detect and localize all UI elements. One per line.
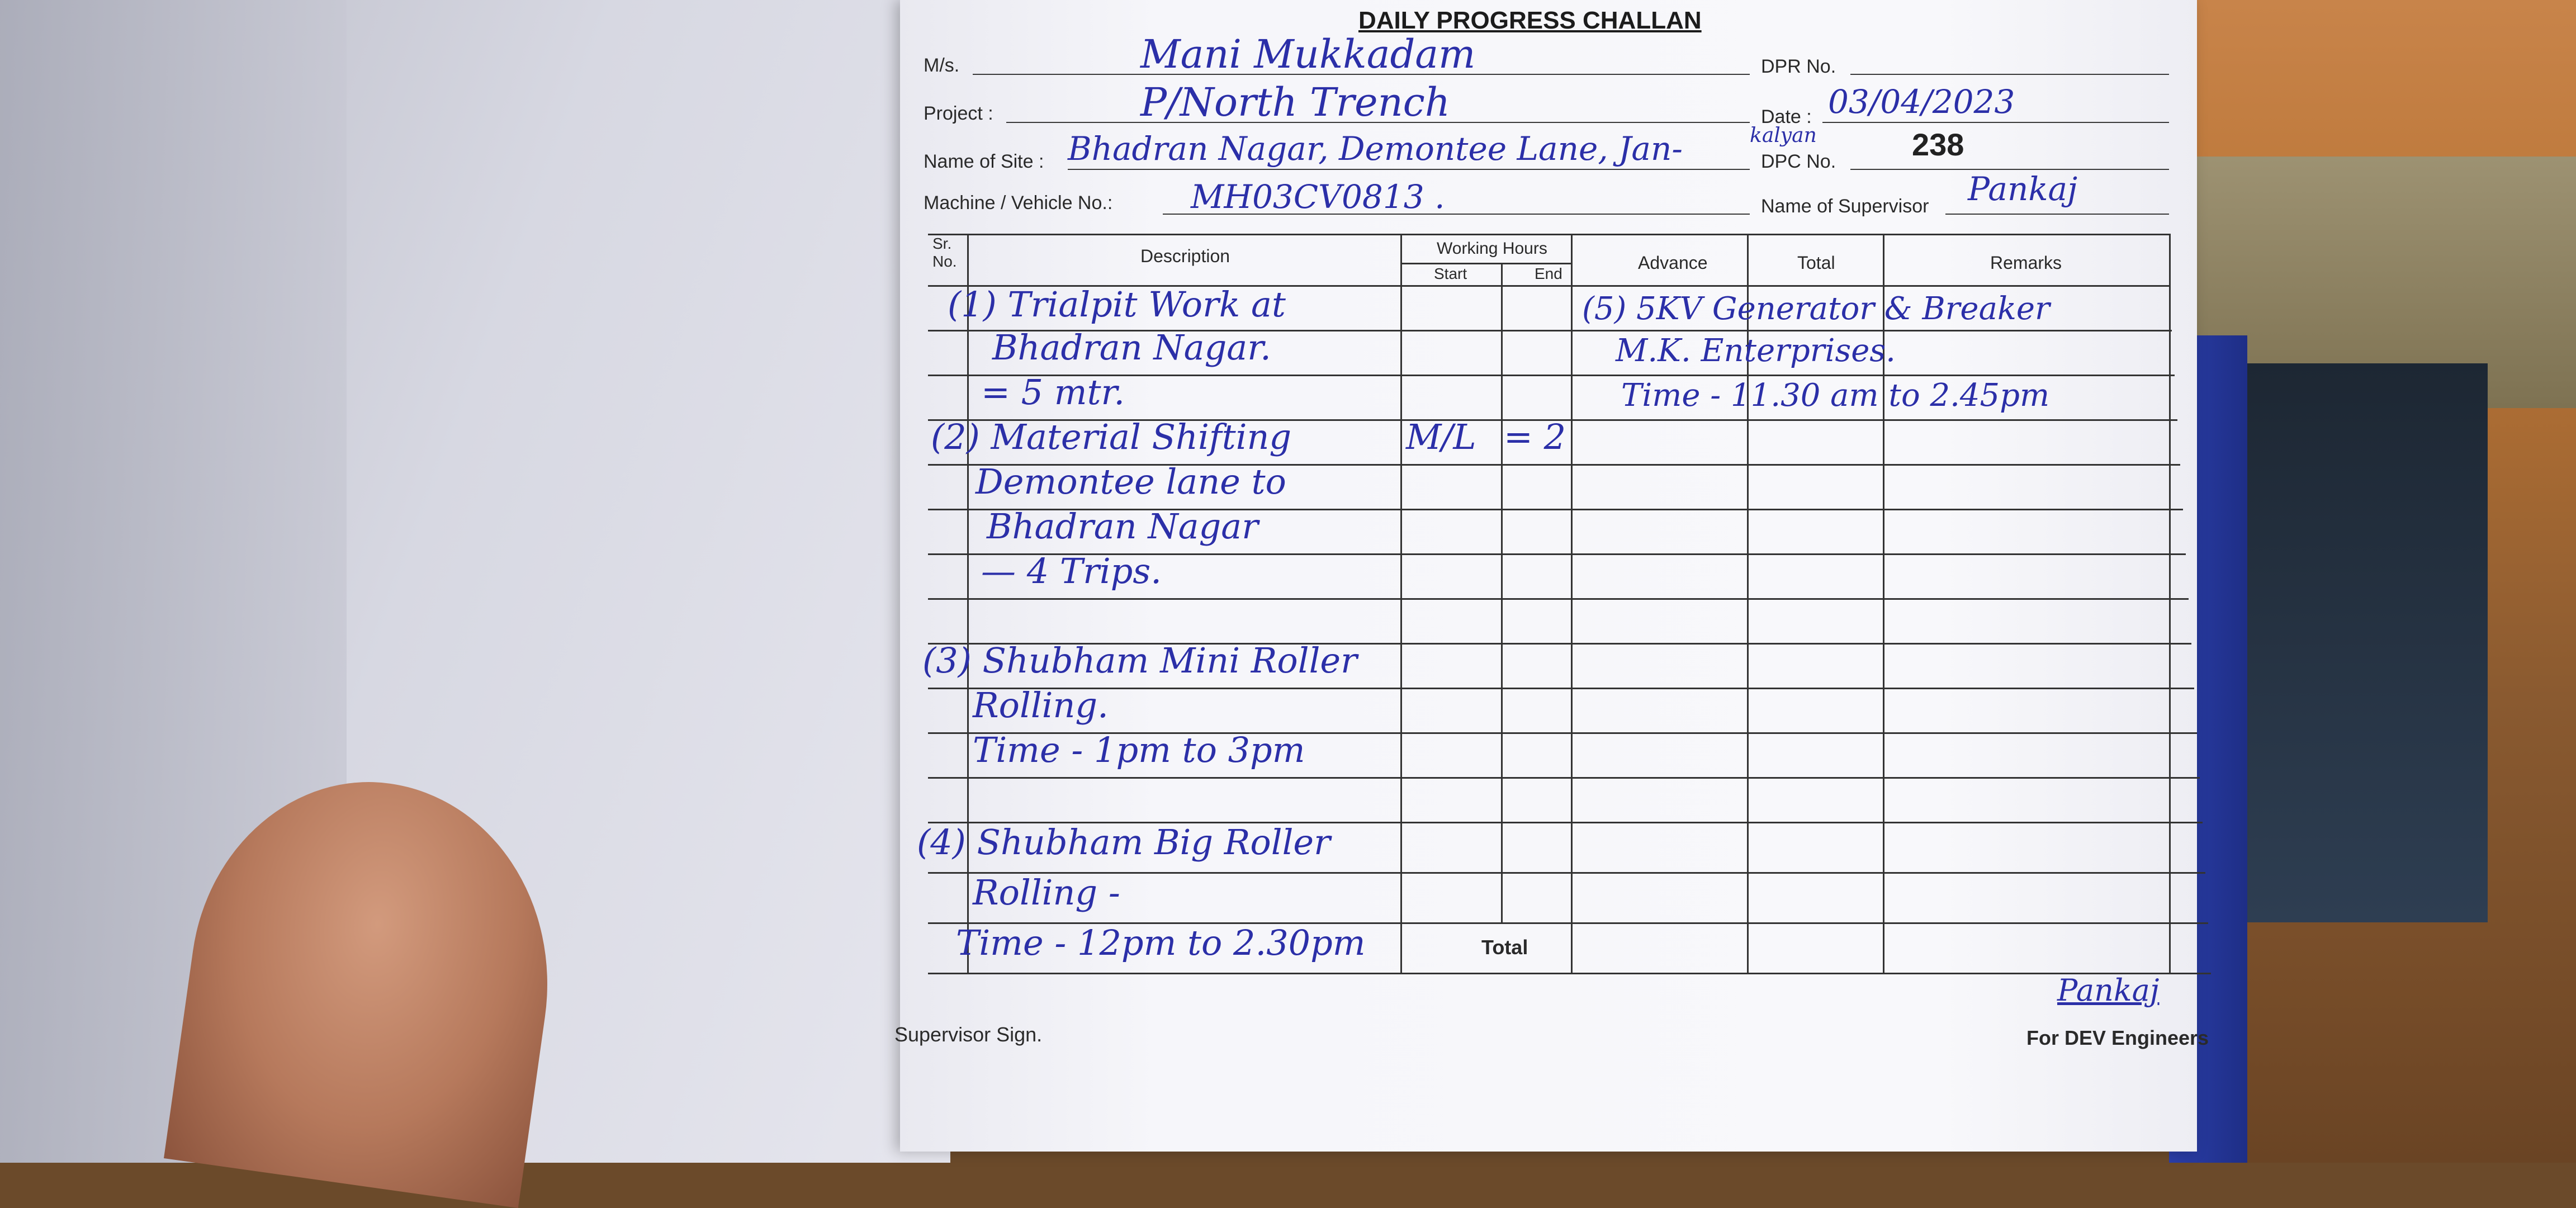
project-value: P/North Trench — [1140, 79, 1450, 125]
form-title: DAILY PROGRESS CHALLAN — [1358, 7, 1702, 34]
machine-value: MH03CV0813 . — [1191, 178, 1445, 216]
description-line: = 5 mtr. — [981, 372, 1125, 413]
total-header: Total — [1797, 253, 1835, 273]
supervisor-value: Pankaj — [1968, 170, 2078, 208]
start-header: Start — [1434, 265, 1467, 282]
end-note: = 2 — [1504, 416, 1566, 457]
description-line: Demontee lane to — [976, 461, 1286, 502]
description-line: Time - 12pm to 2.30pm — [956, 922, 1366, 963]
description-line: Bhadran Nagar — [987, 506, 1258, 547]
remarks-header: Remarks — [1990, 253, 2062, 273]
description-header: Description — [1140, 246, 1230, 266]
date-rule — [1822, 122, 2169, 123]
description-line: (1) Trialpit Work at — [948, 284, 1286, 325]
dpr-label: DPR No. — [1761, 56, 1836, 77]
site-label: Name of Site : — [924, 151, 1044, 172]
date-value: 03/04/2023 — [1828, 83, 2015, 121]
ms-value: Mani Mukkadam — [1140, 31, 1476, 77]
dpr-rule — [1850, 74, 2169, 75]
company-label: For DEV Engineers — [2026, 1026, 2209, 1049]
end-header: End — [1535, 265, 1562, 282]
site-rule — [1068, 169, 1750, 170]
description-line: (3) Shubham Mini Roller — [922, 640, 1357, 681]
date-label: Date : — [1761, 106, 1812, 127]
working-hours-header: Working Hours — [1437, 239, 1547, 258]
remark-line: M.K. Enterprises. — [1616, 333, 1896, 369]
supervisor-label: Name of Supervisor — [1761, 196, 1929, 217]
site-value-extra: kalyan — [1750, 124, 1817, 147]
dpc-label: DPC No. — [1761, 151, 1836, 172]
remark-line: (5) 5KV Generator & Breaker — [1582, 291, 2050, 327]
description-line: — 4 Trips. — [981, 551, 1162, 591]
supervisor-rule — [1945, 214, 2169, 215]
site-value: Bhadran Nagar, Demontee Lane, Jan- — [1068, 130, 1683, 168]
machine-label: Machine / Vehicle No.: — [924, 192, 1113, 214]
description-line: (2) Material Shifting — [931, 416, 1292, 457]
project-label: Project : — [924, 103, 993, 124]
advance-header: Advance — [1638, 253, 1708, 273]
remark-line: Time - 11.30 am to 2.45pm — [1621, 377, 2050, 414]
description-line: Bhadran Nagar. — [992, 327, 1271, 368]
supervisor-sign-label: Supervisor Sign. — [894, 1023, 1043, 1046]
description-line: (4) Shubham Big Roller — [917, 822, 1330, 863]
start-note: M/L — [1406, 416, 1476, 457]
signature: Pankaj — [2057, 973, 2160, 1008]
description-line: Rolling - — [973, 872, 1120, 913]
total-label: Total — [1481, 936, 1528, 959]
description-line: Rolling. — [973, 685, 1109, 726]
ms-label: M/s. — [924, 55, 960, 76]
description-line: Time - 1pm to 3pm — [973, 729, 1305, 770]
dpc-value: 238 — [1912, 127, 1964, 162]
sr-no-header: Sr. No. — [932, 235, 957, 270]
